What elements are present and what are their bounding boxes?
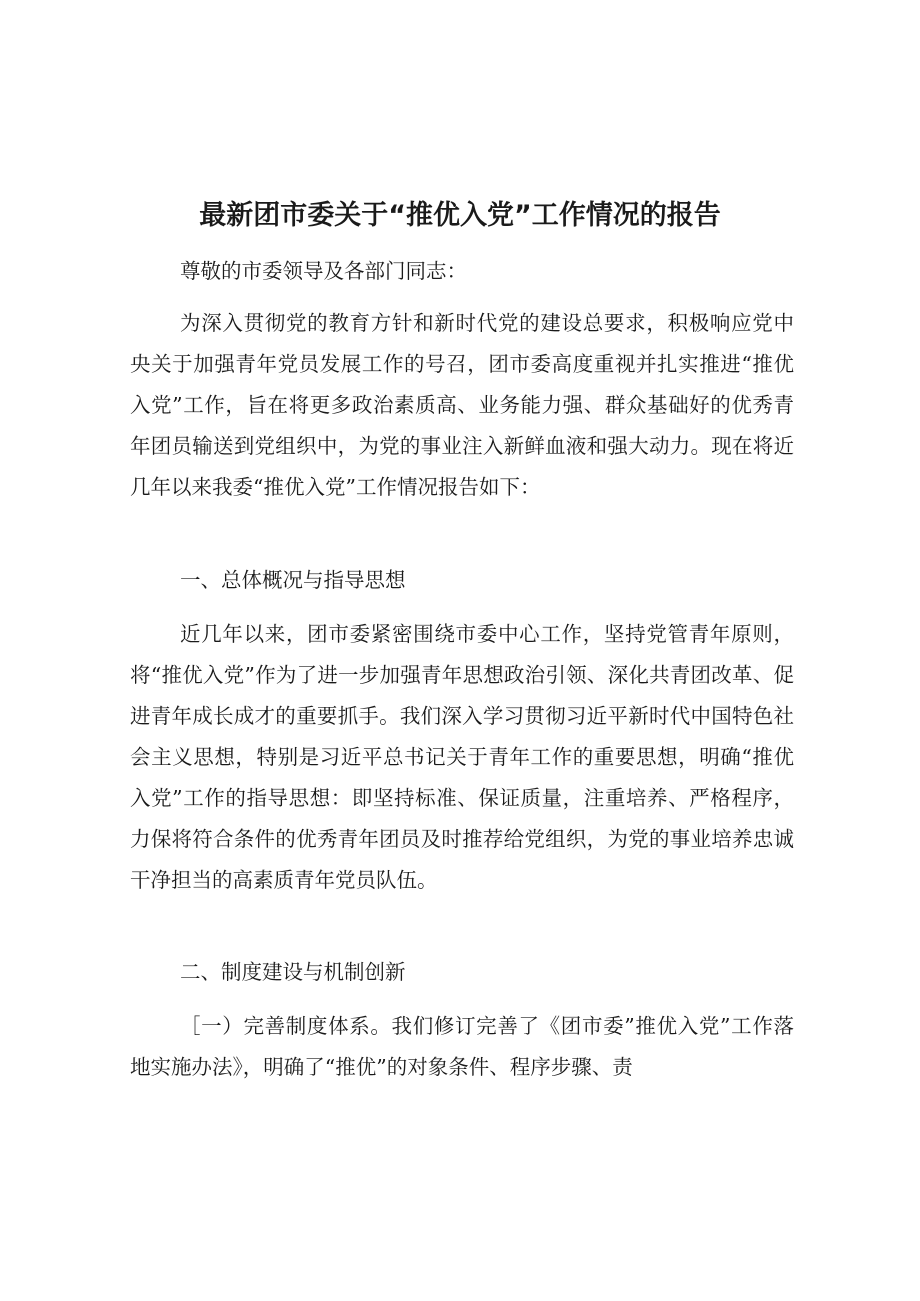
section-one-paragraph: 近几年以来，团市委紧密围绕市委中心工作，坚持党管青年原则，将“推优入党”作为了进一步加强青年思想政治引领、深化共青团改革、促进青年成长成才的重要抓手。我们深入学习贯彻习近平新时代中国特色社会主义思想，特别是习近平总书记关于青年工作的重要思想，明确“推优入党”工作的指导思想：即坚持标准、保证质量，注重培养、严格程序，力保将符合条件的优秀青年团员及时推荐给党组织，为党的事业培养忠诚干净担当的高素质青年党员队伍。: [130, 622, 794, 892]
salutation: 尊敬的市委领导及各部门同志：: [180, 259, 467, 283]
section-two-heading: 二、制度建设与机制创新: [180, 960, 406, 984]
document-title: 最新团市委关于“推优入党”工作情况的报告: [199, 200, 721, 231]
section-two-paragraph: ［一）完善制度体系。我们修订完善了《团市委”推优入党”工作落地实施办法》，明确了“推优”的对象条件、程序步骤、责: [130, 1014, 794, 1079]
intro-paragraph: 为深入贯彻党的教育方针和新时代党的建设总要求，积极响应党中央关于加强青年党员发展工作的号召，团市委高度重视并扎实推进“推优入党”工作，旨在将更多政治素质高、业务能力强、群众基础好的优秀青年团员输送到党组织中，为党的事业注入新鲜血液和强大动力。现在将近几年以来我委“推优入党”工作情况报告如下：: [130, 311, 794, 499]
section-one-heading: 一、总体概况与指导思想: [180, 568, 406, 592]
